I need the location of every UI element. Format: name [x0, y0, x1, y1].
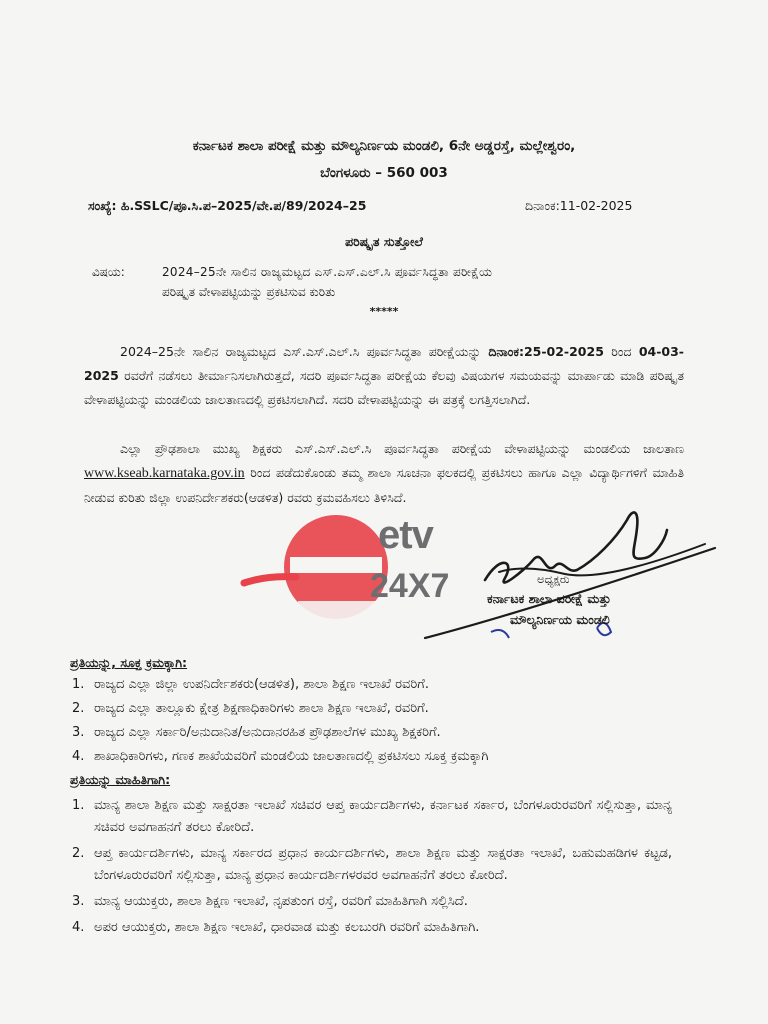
paragraph-2-part-1: ಎಲ್ಲಾ ಪ್ರೌಢಶಾಲಾ ಮುಖ್ಯ ಶಿಕ್ಷಕರು ಎಸ್.ಎಸ್.ಎಲ್.ಸಿ ಪೂರ್ವಸಿದ್ಧತಾ ಪರೀಕ್ಷೆಯ ವೇಳಾಪಟ್ಟಿಯನ್ನು ಮಂಡಲಿಯ ಜಾಲತಾಣ — [120, 441, 684, 456]
copy-action-list — [72, 676, 692, 772]
separator-stars: ***** — [369, 305, 399, 318]
list-item: 4. ಅಪರ ಆಯುಕ್ತರು, ಶಾಲಾ ಶಿಕ್ಷಣ ಇಲಾಖೆ, ಧಾರವಾಡ ಮತ್ತು ಕಲಬುರಗಿ ರವರಿಗೆ ಮಾಹಿತಿಗಾಗಿ. — [72, 920, 480, 935]
subject-line-1: 2024–25ನೇ ಸಾಲಿನ ರಾಜ್ಯಮಟ್ಟದ ಎಸ್.ಎಸ್.ಎಲ್.ಸಿ ಪೂರ್ವಸಿದ್ಧತಾ ಪರೀಕ್ಷೆಯ — [162, 265, 493, 279]
copy-info-heading: ಪ್ರತಿಯನ್ನು ಮಾಹಿತಿಗಾಗಿ: — [70, 772, 171, 787]
reference-number: ಸಂಖ್ಯೆ: ಹಿ.SSLC/ಪೂ.ಸಿ.ಪ–2025/ವೇ.ಪ/89/2024–25 — [88, 198, 367, 213]
signatory-org-line-2: ಮೌಲ್ಯನಿರ್ಣಯ ಮಂಡಲಿ — [510, 612, 610, 627]
reference-date: ದಿನಾಂಕ:11-02-2025 — [525, 198, 633, 213]
paragraph-1-part-2: ರವರೆಗೆ ನಡೆಸಲು ತೀರ್ಮಾನಿಸಲಾಗಿರುತ್ತದೆ, ಸದರಿ ಪೂರ್ವಸಿದ್ಧತಾ ಪರೀಕ್ಷೆಯ ಕೆಲವು ವಿಷಯಗಳ ಸಮಯವನ್ನು ಮಾರ್ಪಾಡು ಮಾಡಿ ಪರಿಷ್ಕೃತ ವೇಳಾಪಟ್ಟಿಯನ್ನು ಮಂಡಲಿಯ ಜಾಲತಾಣದಲ್ಲಿ ಪ್ರಕಟಿಸಲಾಗಿದೆ. ಸದರಿ ವೇಳಾಪಟ್ಟಿಯನ್ನು ಈ ಪತ್ರಕ್ಕೆ ಲಗತ್ತಿಸಲಾಗಿದೆ. — [84, 368, 684, 407]
list-item: 2. ರಾಜ್ಯದ ಎಲ್ಲಾ ತಾಲ್ಲೂಕು ಕ್ಷೇತ್ರ ಶಿಕ್ಷಣಾಧಿಕಾರಿಗಳು ಶಾಲಾ ಶಿಕ್ಷಣ ಇಲಾಖೆ, ರವರಿಗೆ. — [72, 701, 429, 716]
list-item: 1. ಮಾನ್ಯ ಶಾಲಾ ಶಿಕ್ಷಣ ಮತ್ತು ಸಾಕ್ಷರತಾ ಇಲಾಖೆ ಸಚಿವರ ಆಪ್ತ ಕಾರ್ಯದರ್ಶಿಗಳು, ಕರ್ನಾಟಕ ಸರ್ಕಾರ, ಬೆಂಗಳೂರುರವರಿಗೆ ಸಲ್ಲಿಸುತ್ತಾ, ಮಾನ್ಯ ಸಚಿವರ ಅವಗಾಹನಗೆ ತರಲು ಕೋರಿದೆ. — [72, 798, 672, 835]
signatory-title: ಅಧ್ಯಕ್ಷರು — [537, 572, 570, 586]
watermark-tag: 24X7 — [370, 567, 450, 605]
header-line-1: ಕರ್ನಾಟಕ ಶಾಲಾ ಪರೀಕ್ಷೆ ಮತ್ತು ಮೌಲ್ಯನಿರ್ಣಯ ಮಂಡಲಿ, 6ನೇ ಅಡ್ಡರಸ್ತೆ, ಮಲ್ಲೇಶ್ವರಂ, — [192, 138, 576, 154]
subject-label: ವಿಷಯ: — [92, 265, 125, 279]
signatory-org-line-1: ಕರ್ನಾಟಕ ಶಾಲಾ ಪರೀಕ್ಷೆ ಮತ್ತು — [487, 591, 611, 606]
from-word: ರಿಂದ — [611, 344, 632, 359]
list-item: 3. ಮಾನ್ಯ ಆಯುಕ್ತರು, ಶಾಲಾ ಶಿಕ್ಷಣ ಇಲಾಖೆ, ನೃಪತುಂಗ ರಸ್ತೆ, ರವರಿಗೆ ಮಾಹಿತಿಗಾಗಿ ಸಲ್ಲಿಸಿದೆ. — [72, 894, 468, 909]
list-item: 3. ರಾಜ್ಯದ ಎಲ್ಲಾ ಸರ್ಕಾರಿ/ಅನುದಾನಿತ/ಅನುದಾನರಹಿತ ಪ್ರೌಢಶಾಲೆಗಳ ಮುಖ್ಯ ಶಿಕ್ಷಕರಿಗೆ. — [72, 725, 441, 740]
website-link[interactable]: www.kseab.karnataka.gov.in — [84, 466, 245, 481]
exam-start-date: ದಿನಾಂಕ:25-02-2025 — [488, 344, 604, 359]
list-item: 1. ರಾಜ್ಯದ ಎಲ್ಲಾ ಜಿಲ್ಲಾ ಉಪನಿರ್ದೇಶಕರು(ಆಡಳಿತ), ಶಾಲಾ ಶಿಕ್ಷಣ ಇಲಾಖೆ ರವರಿಗೆ. — [72, 677, 429, 692]
list-item: 2. ಆಪ್ತ ಕಾರ್ಯದರ್ಶಿಗಳು, ಮಾನ್ಯ ಸರ್ಕಾರದ ಪ್ರಧಾನ ಕಾರ್ಯದರ್ಶಿಗಳು, ಶಾಲಾ ಶಿಕ್ಷಣ ಮತ್ತು ಸಾಕ್ಷರತಾ ಇಲಾಖೆ, ಬಹುಮಹಡಿಗಳ ಕಟ್ಟಡ, ಬೆಂಗಳೂರುರವರಿಗೆ ಸಲ್ಲಿಸುತ್ತಾ, ಮಾನ್ಯ ಪ್ರಧಾನ ಕಾರ್ಯದರ್ಶಿಗಳರವರ ಅವಗಾಹನೆಗೆ ತರಲು ಕೋರಿದೆ. — [72, 846, 672, 883]
paragraph-2-part-2: ರಿಂದ ಪಡೆದುಕೊಂಡು ತಮ್ಮ ಶಾಲಾ ಸೂಚನಾ ಫಲಕದಲ್ಲಿ ಪ್ರಕಟಿಸಲು ಹಾಗೂ ಎಲ್ಲಾ ವಿದ್ಯಾರ್ಥಿಗಳಿಗೆ ಮಾಹಿತಿ ನೀಡುವ ಕುರಿತು ಜಿಲ್ಲಾ ಉಪನಿರ್ದೇಶಕರು(ಆಡಳಿತ) ರವರು ಕ್ರಮವಹಿಸಲು ತಿಳಿಸಿದೆ. — [84, 465, 684, 505]
paragraph-1-part-1: 2024–25ನೇ ಸಾಲಿನ ರಾಜ್ಯಮಟ್ಟದ ಎಸ್.ಎಸ್.ಎಲ್.ಸಿ ಪೂರ್ವಸಿದ್ಧತಾ ಪರೀಕ್ಷೆಯನ್ನು — [120, 344, 481, 359]
watermark-brand: etv — [378, 513, 433, 557]
copy-action-heading: ಪ್ರತಿಯನ್ನು, ಸೂಕ್ತ ಕ್ರಮಕ್ಕಾಗಿ: — [70, 655, 188, 670]
exam-end-date: 04-03-2025 — [84, 344, 684, 383]
circular-title: ಪರಿಷ್ಕೃತ ಸುತ್ತೋಲೆ — [345, 234, 423, 249]
list-item: 4. ಶಾಖಾಧಿಕಾರಿಗಳು, ಗಣಕ ಶಾಖೆಯವರಿಗೆ ಮಂಡಲಿಯ ಜಾಲತಾಣದಲ್ಲಿ ಪ್ರಕಟಿಸಲು ಸೂಕ್ತ ಕ್ರಮಕ್ಕಾಗಿ — [72, 749, 489, 764]
copy-info-list — [72, 795, 672, 939]
subject-line-2: ಪರಿಷ್ಕೃತ ವೇಳಾಪಟ್ಟಿಯನ್ನು ಪ್ರಕಟಿಸುವ ಕುರಿತು — [162, 285, 336, 299]
header-line-2: ಬೆಂಗಳೂರು – 560 003 — [320, 165, 448, 181]
paragraph-1 — [84, 340, 684, 412]
watermark-e-bar — [290, 557, 382, 573]
